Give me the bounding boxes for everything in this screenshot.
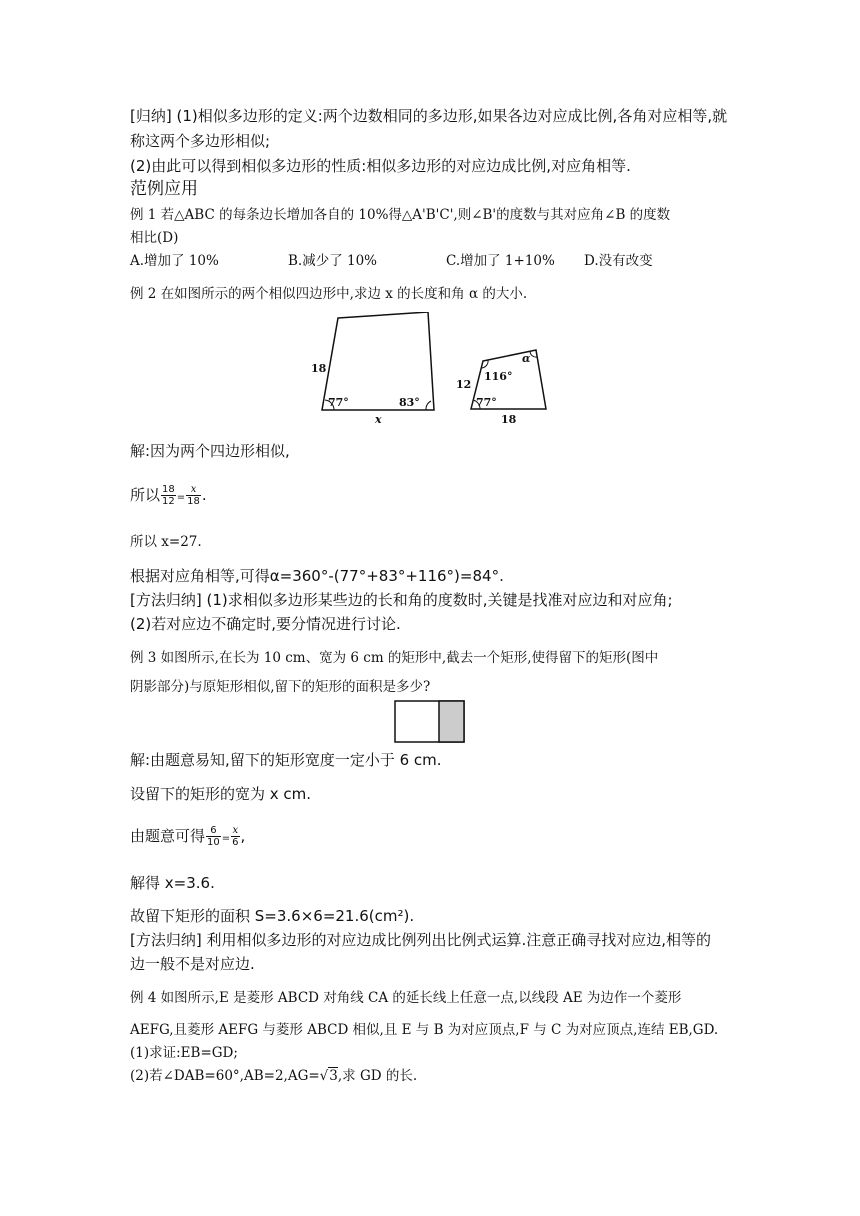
ex4-line-3: (1)求证:EB=GD; [130, 1045, 238, 1061]
sqrt-3: 3 [329, 1068, 338, 1084]
right-angle-116: 116° [484, 370, 513, 383]
ex1-line-2: 相比(D) [130, 230, 179, 246]
ex4-line-2: AEFG,且菱形 AEFG 与菱形 ABCD 相似,且 E 与 B 为对应顶点,F 与 C 为对应顶点,连结 EB,GD. [130, 1022, 719, 1038]
shaded-rectangle [439, 701, 464, 742]
ex2-question: 例 2 在如图所示的两个相似四边形中,求边 x 的长度和角 α 的大小. [130, 286, 528, 302]
ex3-method-1: [方法归纳] 利用相似多边形的对应边成比例列出比例式运算.注意正确寻找对应边,相等的 [130, 931, 712, 949]
right-side-label: 12 [456, 378, 472, 391]
left-bottom-x: x [375, 413, 382, 426]
ex4-line-1: 例 4 如图所示,E 是菱形 ABCD 对角线 CA 的延长线上任意一点,以线段 AE 为边作一个菱形 [130, 990, 682, 1006]
ex2-solution-2: 所以 $\frac{18}{12}$ = $\frac{x}{18}$ . [130, 484, 207, 507]
ex1-option-b: B.减少了 10% [288, 253, 378, 269]
ex3-solution-4: 解得 x=3.6. [130, 874, 215, 892]
ex2-quadrilateral-figure [305, 312, 555, 432]
ex3-solution-5: 故留下矩形的面积 S=3.6×6=21.6(cm²). [130, 907, 415, 925]
ex2-solution-4: 根据对应角相等,可得α=360°-(77°+83°+116°)=84°. [130, 567, 504, 585]
ex3-line-1: 例 3 如图所示,在长为 10 cm、宽为 6 cm 的矩形中,截去一个矩形,使得留下的矩形(图中 [130, 650, 659, 666]
ex3-solution-3: 由题意可得 $\frac{6}{10}$ = $\frac{x}{6}$ , [130, 825, 246, 848]
ex2-method-2: (2)若对应边不确定时,要分情况进行讨论. [130, 615, 401, 633]
ex3-line-2: 阴影部分)与原矩形相似,留下的矩形的面积是多少? [130, 679, 431, 695]
left-angle-77: 77° [328, 396, 349, 409]
summary-line-3: (2)由此可以得到相似多边形的性质:相似多边形的对应边成比例,对应角相等. [130, 157, 631, 175]
left-angle-83: 83° [399, 396, 420, 409]
ex1-option-c: C.增加了 1+10% [446, 253, 555, 269]
ex2-solution-3: 所以 x=27. [130, 534, 202, 550]
ex3-rectangle-figure [394, 700, 466, 744]
left-side-label: 18 [311, 362, 327, 375]
summary-line-1: [归纳] (1)相似多边形的定义:两个边数相同的多边形,如果各边对应成比例,各角对应相等,就 [130, 107, 728, 125]
summary-line-2: 称这两个多边形相似; [130, 132, 271, 150]
fraction-18-12: $\frac{18}{12}$ [162, 484, 175, 507]
right-angle-77: 77° [476, 396, 497, 409]
ex3-solution-1: 解:由题意易知,留下的矩形宽度一定小于 6 cm. [130, 751, 442, 769]
ex1-line-1: 例 1 若△ABC 的每条边长增加各自的 10%得△A'B'C',则∠B'的度数与其对应角∠B 的度数 [130, 207, 671, 223]
ex3-method-2: 边一般不是对应边. [130, 955, 255, 973]
ex1-option-a: A.增加了 10% [130, 253, 219, 269]
ex1-option-d: D.没有改变 [584, 253, 653, 269]
fraction-x-18: $\frac{x}{18}$ [187, 484, 200, 507]
ex2-method-1: [方法归纳] (1)求相似多边形某些边的长和角的度数时,关键是找准对应边和对应角; [130, 591, 673, 609]
right-angle-alpha: α [522, 352, 531, 365]
section-title: 范例应用 [130, 179, 198, 199]
fraction-x-6: $\frac{x}{6}$ [232, 825, 239, 848]
ex3-solution-2: 设留下的矩形的宽为 x cm. [130, 785, 312, 803]
right-bottom-18: 18 [501, 413, 517, 426]
ex2-solution-1: 解:因为两个四边形相似, [130, 442, 290, 460]
ex4-line-4: (2)若∠DAB=60°,AB=2,AG=√3,求 GD 的长. [130, 1068, 418, 1084]
fraction-6-10: $\frac{6}{10}$ [207, 825, 220, 848]
